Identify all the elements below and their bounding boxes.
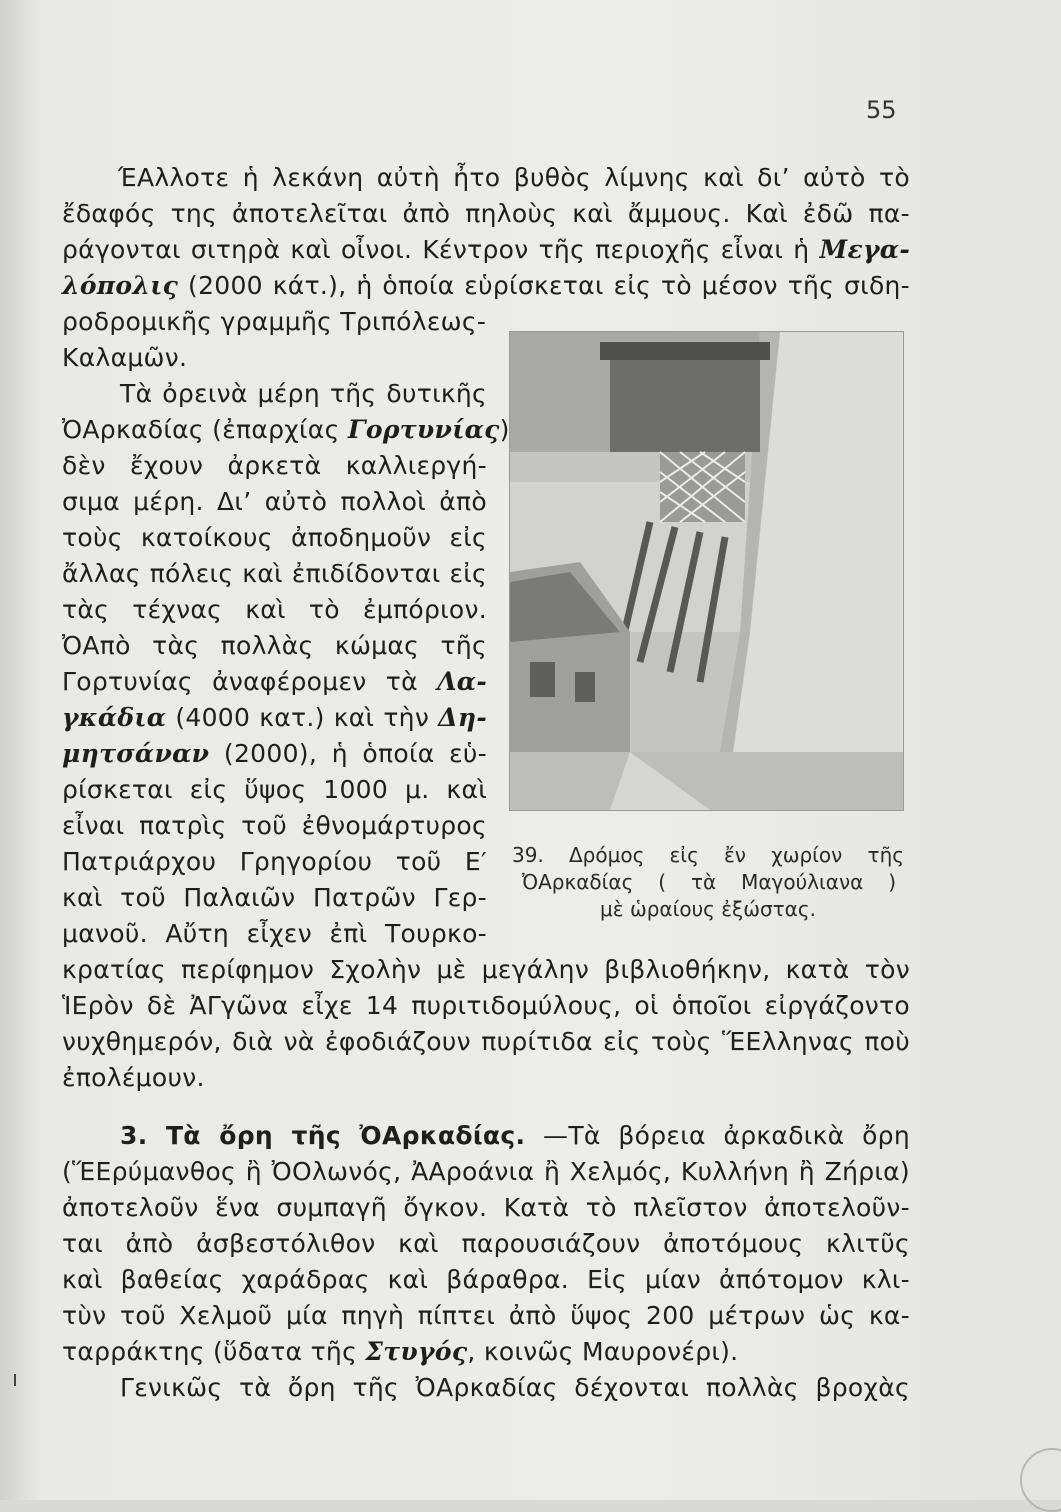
text-line [62,1118,910,1154]
text-line: μανοῦ. Αὔτη εἶχεν ἐπὶ Τουρκο- [62,919,487,948]
text-line: Γενικῶς τὰ ὄρη τῆς ὈΑρκαδίας δέχονται πολλὰς βροχὰς [120,1373,910,1402]
text-run: —Τὰ βόρεια ἀρκαδικὰ ὄρη [543,1121,910,1150]
page-number: 55 [866,96,897,124]
text-line: τὰς τέχνας καὶ τὸ ἐμπόριον. [62,595,487,624]
text-line: Τὰ ὀρεινὰ μέρη τῆς δυτικῆς [120,379,487,408]
text-line [62,1334,910,1370]
margin-mark [14,1374,16,1386]
text-line: νυχθημερόν, διὰ νὰ ἐφοδιάζουν πυρίτιδα εἰς τοὺς ἝΕλληνας ποὺ [62,1027,910,1056]
text-line: ἀποτελοῦν ἕνα συμπαγῆ ὄγκον. Κατὰ τὸ πλεῖστον ἀποτελοῦν- [62,1193,910,1222]
text-line [62,412,510,448]
place-name-langadia: Λα- [437,667,487,696]
text-line: ρίσκεται εἰς ὕψος 1000 μ. καὶ [62,775,487,804]
photo-caption: μὲ ὡραίους ἐξώστας. [600,897,816,921]
place-name-styx: Στυγός [365,1337,468,1366]
text-line: ἄλλας πόλεις καὶ ἐπιδίδονται εἰς [62,559,487,588]
text-line: κρατίας περίφημον Σχολὴν μὲ μεγάλην βιβλιοθήκην, κατὰ τὸν [62,955,910,984]
text-line: δὲν ἔχουν ἀρκετὰ καλλιεργή- [62,451,487,480]
text-run: (2000), ἡ ὁποία εὑ- [223,739,488,768]
text-run: (4000 κατ.) καὶ τὴν [175,703,430,732]
text-line [62,700,487,736]
text-line: Πατριάρχου Γρηγορίου τοῦ Ε′ [62,847,487,876]
text-line: ἹΕρὸν δὲ ἈΓγῶνα εἶχε 14 πυριτιδομύλους, οἱ ὁποῖοι εἰργάζοντο [62,991,910,1020]
text-line: ἐπολέμουν. [62,1063,205,1092]
text-line: ἔδαφός της ἀποτελεῖται ἀπὸ πηλοὺς καὶ ἄμμους. Καὶ ἐδῶ πα- [62,199,910,228]
scan-artifact [1020,1448,1061,1512]
text-line: καὶ βαθείας χαράδρας καὶ βάραθρα. Εἰς μίαν ἀπότομον κλι- [62,1265,910,1294]
text-run: ταρράκτης (ὕδατα τῆς [62,1337,358,1366]
text-line: σιμα μέρη. Δι’ αὐτὸ πολλοὶ ἀπὸ [62,487,487,516]
text-line: ται ἀπὸ ἀσβεστόλιθον καὶ παρουσιάζουν ἀποτόμους κλιτῦς [62,1229,910,1258]
place-name-gortynia: Γορτυνίας [347,415,500,444]
text-line [62,268,910,304]
text-run: Γορτυνίας ἀναφέρομεν τὰ [62,667,418,696]
place-name-megalopolis: Μεγα- [819,235,911,264]
text-line: καὶ τοῦ Παλαιῶν Πατρῶν Γερ- [62,883,487,912]
text-run: , κοινῶς Μαυρονέρι). [467,1337,739,1366]
text-line: Καλαμῶν. [62,343,188,372]
text-line: ροδρομικῆς γραμμῆς Τριπόλεως- [62,307,487,336]
text-run: ράγονται σιτηρὰ καὶ οἶνοι. Κέντρον τῆς περιοχῆς εἶναι ἡ [62,235,810,264]
place-name-megalopolis-cont: λόπολις [62,271,179,300]
text-line: τοὺς κατοίκους ἀποδημοῦν εἰς [62,523,487,552]
text-run: ὈΑρκαδίας (ἐπαρχίας [62,415,340,444]
section-heading: 3. Τὰ ὄρη τῆς ὈΑρκαδίας. [120,1121,526,1150]
village-street-photo [510,332,903,810]
text-line: εἶναι πατρὶς τοῦ ἐθνομάρτυρος [62,811,487,840]
place-name-dimitsana-cont: μητσάναν [62,739,210,768]
text-line: (ἝΕρύμανθος ἢ ὈΟλωνός, ἈΑροάνια ἢ Χελμός, Κυλλήνη ἢ Ζήρια) [62,1157,910,1186]
text-line: τὺν τοῦ Χελμοῦ μία πηγὴ πίπτει ἀπὸ ὕψος 200 μέτρων ὡς κα- [62,1301,910,1330]
photo-caption: 39. Δρόμος εἰς ἔν χωρίον τῆς [512,843,904,867]
text-line [62,232,910,268]
text-line [62,736,487,772]
place-name-dimitsana: Δη- [438,703,487,732]
text-line: ΈΑλλοτε ἡ λεκάνη αὐτὴ ἦτο βυθὸς λίμνης καὶ δι’ αὐτὸ τὸ [118,163,910,192]
text-line: ὈΑπὸ τὰς πολλὰς κώμας τῆς [62,631,487,660]
text-run: ) [499,415,510,444]
place-name-langadia-cont: γκάδια [62,703,167,732]
photo-illustration [510,332,903,810]
text-run: (2000 κάτ.), ἡ ὁποία εὑρίσκεται εἰς τὸ μέσον τῆς σιδη- [188,271,911,300]
photo-caption: ὈΑρκαδίας ( τὰ Μαγούλιανα ) [522,870,896,894]
text-line [62,664,487,700]
